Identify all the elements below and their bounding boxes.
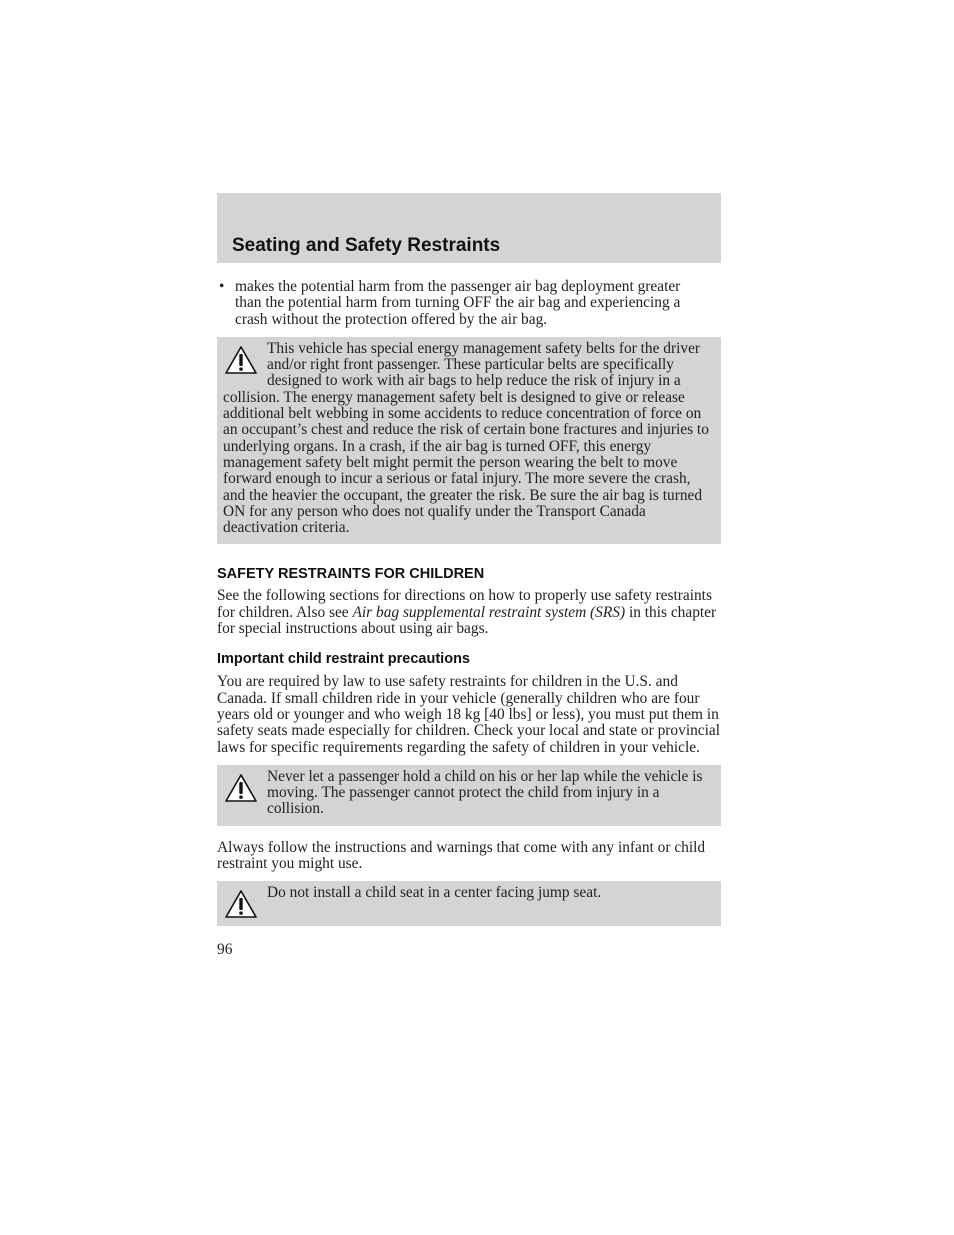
- paragraph-follow-instructions: Always follow the instructions and warnings that come with any infant or child restraint you might use.: [217, 838, 706, 873]
- cross-reference: Air bag supplemental restraint system (SRS): [352, 603, 626, 621]
- warning-text: Never let a passenger hold a child on his or her lap while the vehicle is moving. The passenger cannot protect the child from injury in a collision.: [267, 767, 703, 818]
- section-heading-children: SAFETY RESTRAINTS FOR CHILDREN: [217, 566, 485, 583]
- warning-box-jump-seat: [217, 881, 721, 926]
- section-header: [217, 193, 721, 263]
- bullet-text: makes the potential harm from the passenger air bag deployment greater than the potential harm from turning OFF the air bag and experiencing a crash without the protection offered by the air bag.: [235, 278, 681, 328]
- section-children: [217, 566, 721, 637]
- warning-triangle-icon: [224, 773, 258, 803]
- page-title: Seating and Safety Restraints: [232, 235, 501, 256]
- warning-text: This vehicle has special energy management safety belts for the driver and/or right front passenger. These particular belts are specifically designed to work with air bags to help reduce the risk of injury in a collision. The energy management safety belt is designed to give or release additional belt webbing in some accidents to reduce concentration of force on an occupant’s chest and reduce the risk of certain bone fractures and injuries to underlying organs. In a crash, if the air bag is turned OFF, this energy management safety belt might permit the person wearing the belt to move forward enough to incur a serious or fatal injury. The more severe the crash, and the heavier the occupant, the greater the risk. Be sure the air bag is turned ON for any person who does not qualify under the Transport Canada deactivation criteria.: [223, 339, 709, 537]
- paragraph-text: See the following sections for directions on how to properly use safety restraints for children. Also see: [217, 587, 712, 621]
- paragraph-precautions: You are required by law to use safety restraints for children in the U.S. and Canada. If small children ride in your vehicle (generally children who are four years old or younger and who weigh 18 kg [40 lbs] or less), you must put them in safety seats made especially for children. Check your local and state or provincial laws for specific requirements regarding the safety of children in your vehicle.: [217, 673, 720, 756]
- warning-triangle-icon: [224, 345, 258, 375]
- manual-page: [217, 193, 721, 959]
- subsection-heading-precautions: Important child restraint precautions: [217, 651, 470, 668]
- paragraph-children: [217, 588, 721, 637]
- paragraph-text: in this chapter for special instructions about using air bags.: [217, 603, 717, 638]
- warning-text: Do not install a child seat in a center facing jump seat.: [267, 884, 602, 902]
- page-number: 96: [217, 941, 233, 959]
- section-precautions: [217, 651, 721, 755]
- bullet-item: [219, 279, 721, 328]
- warning-triangle-icon: [224, 889, 258, 919]
- warning-box-lap: [217, 765, 721, 826]
- bullet-marker: •: [219, 278, 225, 295]
- warning-box-energy-belts: [217, 337, 721, 545]
